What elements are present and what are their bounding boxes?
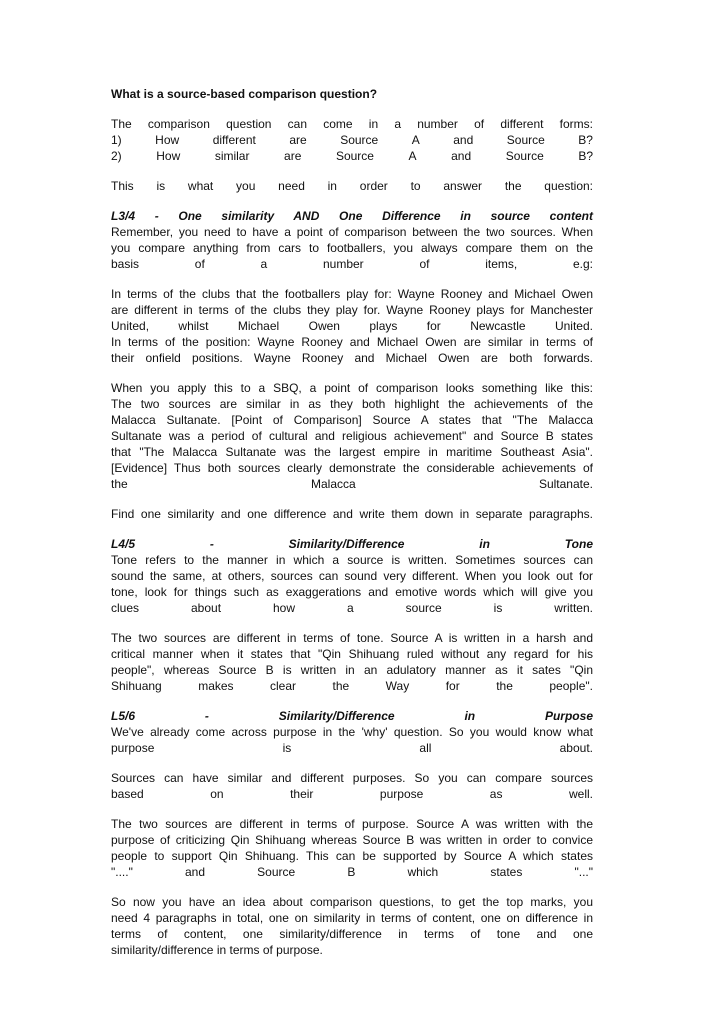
question-form-word: different [212,133,256,147]
paragraph [111,630,593,694]
text-line: you compare anything from cars to footballers, you always compare them on the [111,241,593,255]
question-form-item [111,148,593,164]
paragraph [111,208,593,272]
question-form-item [111,132,593,148]
question-form-word: How [156,149,181,163]
text-line: basis of a number of items, e.g: [111,257,593,271]
question-form-word: B? [578,133,593,147]
question-form-word: 2) [111,149,122,163]
text-line: The two sources are different in terms of tone. Source A is written in a harsh and [111,631,593,645]
text-line: terms of content, one similarity/difference in terms of tone and one [111,927,593,941]
text-line: The two sources are different in terms of purpose. Source A was written with the [111,817,593,831]
text-line: that "The Malacca Sultanate was the largest empire in maritime Southeast Asia". [111,445,593,459]
section-heading: L3/4 - One similarity AND One Difference in source content [111,209,593,223]
question-form-word: are [284,149,302,163]
section-heading: L4/5 - Similarity/Difference in Tone [111,537,593,551]
text-line: United, whilst Michael Owen plays for Newcastle United. [111,319,593,333]
question-form-word: B? [578,149,593,163]
text-line: need 4 paragraphs in total, one on similarity in terms of content, one on difference in [111,911,593,925]
text-line: So now you have an idea about comparison questions, to get the top marks, you [111,895,593,909]
text-line: based on their purpose as well. [111,787,593,801]
what-you-need-line: This is what you need in order to answer the question: [111,179,593,193]
text-line: critical manner when it states that "Qin Shihuang ruled without any regard for his [111,647,593,661]
question-forms-list [111,132,593,164]
question-form-word: Source [335,149,374,163]
text-line: In terms of the clubs that the footballers play for: Wayne Rooney and Michael Owen [111,287,593,301]
intro-line: The comparison question can come in a number of different forms: [111,117,593,131]
text-line: are different in terms of the clubs they play for. Wayne Rooney plays for Manchester [111,303,593,317]
text-line: similarity/difference in terms of purpose. [111,943,323,957]
paragraph [111,770,593,802]
question-form-word: and [451,149,472,163]
question-form-word: 1) [111,133,122,147]
text-line: [Evidence] Thus both sources clearly demonstrate the considerable achievements of [111,461,593,475]
question-form-word: are [289,133,307,147]
question-form-word: Source [505,149,544,163]
question-form-word: A [411,133,420,147]
text-line: their onfield positions. Wayne Rooney and Michael Owen are both forwards. [111,351,593,365]
question-form-word: and [453,133,474,147]
text-line: Shihuang makes clear the Way for the people". [111,679,593,693]
text-line: Find one similarity and one difference and write them down in separate paragraphs. [111,507,593,521]
what-you-need-block [111,178,593,194]
text-line: purpose of criticizing Qin Shihuang whereas Source B was written in order to convice [111,833,593,847]
text-line: Malacca Sultanate. [Point of Comparison] Source A states that "The Malacca [111,413,593,427]
text-line: purpose is all about. [111,741,593,755]
text-line: In terms of the position: Wayne Rooney and Michael Owen are similar in terms of [111,335,593,349]
section-heading: L5/6 - Similarity/Difference in Purpose [111,709,593,723]
text-line: clues about how a source is written. [111,601,593,615]
paragraph [111,894,593,958]
text-line: people", whereas Source B is written in an adulatory manner as it sates "Qin [111,663,593,677]
paragraph [111,536,593,616]
text-line: We've already come across purpose in the 'why' question. So you would know what [111,725,593,739]
text-line: Sultanate was a period of cultural and religious achievement" and Source B states [111,429,593,443]
text-line: Sources can have similar and different purposes. So you can compare sources [111,771,593,785]
document-title: What is a source-based comparison question? [111,87,378,101]
text-line: Remember, you need to have a point of comparison between the two sources. When [111,225,593,239]
text-line: tone, look for things such as exaggerations and emotive words which will give you [111,585,593,599]
paragraph [111,286,593,366]
question-form-word: How [155,133,180,147]
text-line: the Malacca Sultanate. [111,477,593,491]
sections-container [111,208,593,958]
question-form-word: A [408,149,417,163]
intro-block [111,116,593,164]
text-line: sound the same, at others, sources can sound very different. When you look out for [111,569,593,583]
question-form-word: Source [506,133,545,147]
paragraph [111,506,593,522]
paragraph [111,816,593,880]
text-line: people to support Qin Shihuang. This can be supported by Source A which states [111,849,593,863]
text-line: "...." and Source B which states "..." [111,865,593,879]
text-line: Tone refers to the manner in which a source is written. Sometimes sources can [111,553,593,567]
question-form-word: similar [214,149,250,163]
question-form-word: Source [340,133,379,147]
paragraph [111,380,593,492]
text-line: When you apply this to a SBQ, a point of comparison looks something like this: [111,381,593,395]
paragraph [111,708,593,756]
text-line: The two sources are similar in as they both highlight the achievements of the [111,397,593,411]
